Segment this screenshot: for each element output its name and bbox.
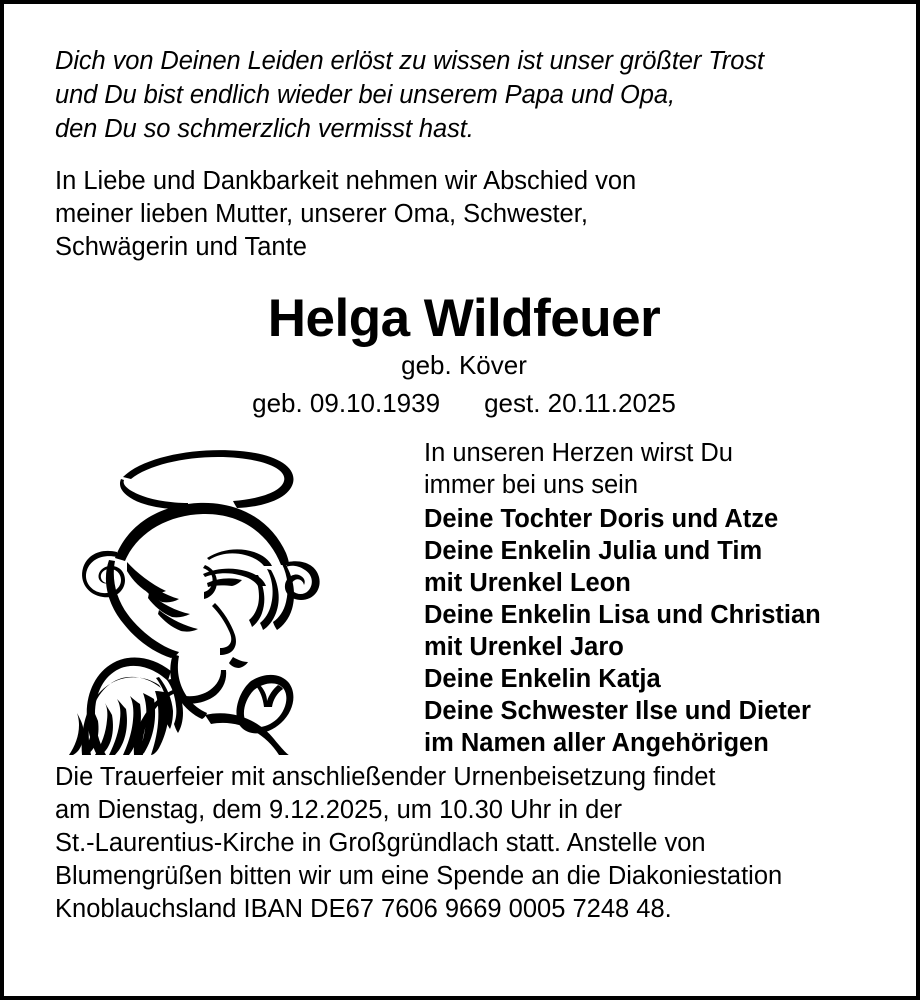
family-name-line: mit Urenkel Leon	[424, 569, 631, 597]
maiden-name: geb. Köver	[401, 350, 527, 380]
name-block	[55, 290, 873, 419]
family-intro	[424, 437, 873, 501]
verse-line: den Du so schmerzlich vermisst hast.	[55, 115, 474, 143]
dedication-line: meiner lieben Mutter, unserer Oma, Schwester,	[55, 200, 588, 228]
family-intro-line: In unseren Herzen wirst Du	[424, 439, 733, 467]
closing-line: Blumengrüßen bitten wir um eine Spende an die Diakoniestation	[55, 862, 783, 890]
family-name-line: im Namen aller Angehörigen	[424, 729, 769, 757]
deceased-name: Helga Wildfeuer	[267, 289, 661, 348]
closing-line: St.-Laurentius-Kirche in Großgründlach statt. Anstelle von	[55, 829, 706, 857]
family-name-line: Deine Tochter Doris und Atze	[424, 505, 779, 533]
life-dates	[55, 387, 873, 419]
death-date: gest. 20.11.2025	[484, 388, 676, 418]
birth-date: geb. 09.10.1939	[252, 388, 441, 418]
funeral-details	[55, 761, 873, 926]
praying-angel-icon	[55, 443, 395, 755]
family-name-line: Deine Schwester Ilse und Dieter	[424, 697, 811, 725]
opening-verse	[55, 44, 873, 146]
dedication-paragraph	[55, 165, 873, 264]
closing-line: am Dienstag, dem 9.12.2025, um 10.30 Uhr in der	[55, 796, 622, 824]
verse-line: Dich von Deinen Leiden erlöst zu wissen ist unser größter Trost	[55, 47, 764, 75]
verse-line: und Du bist endlich wieder bei unserem Papa und Opa,	[55, 81, 675, 109]
family-name-line: Deine Enkelin Julia und Tim	[424, 537, 763, 565]
family-block	[424, 437, 873, 759]
dedication-line: Schwägerin und Tante	[55, 233, 307, 261]
family-intro-line: immer bei uns sein	[424, 471, 638, 499]
family-name-line: Deine Enkelin Lisa und Christian	[424, 601, 821, 629]
family-names-list	[424, 503, 873, 759]
notice-content	[55, 44, 873, 926]
closing-line: Die Trauerfeier mit anschließender Urnenbeisetzung findet	[55, 763, 716, 791]
family-name-line: mit Urenkel Jaro	[424, 633, 624, 661]
angel-and-family-section	[55, 437, 873, 755]
family-name-line: Deine Enkelin Katja	[424, 665, 661, 693]
closing-line: Knoblauchsland IBAN DE67 7606 9669 0005 7248 48.	[55, 895, 672, 923]
dedication-line: In Liebe und Dankbarkeit nehmen wir Abschied von	[55, 167, 637, 195]
